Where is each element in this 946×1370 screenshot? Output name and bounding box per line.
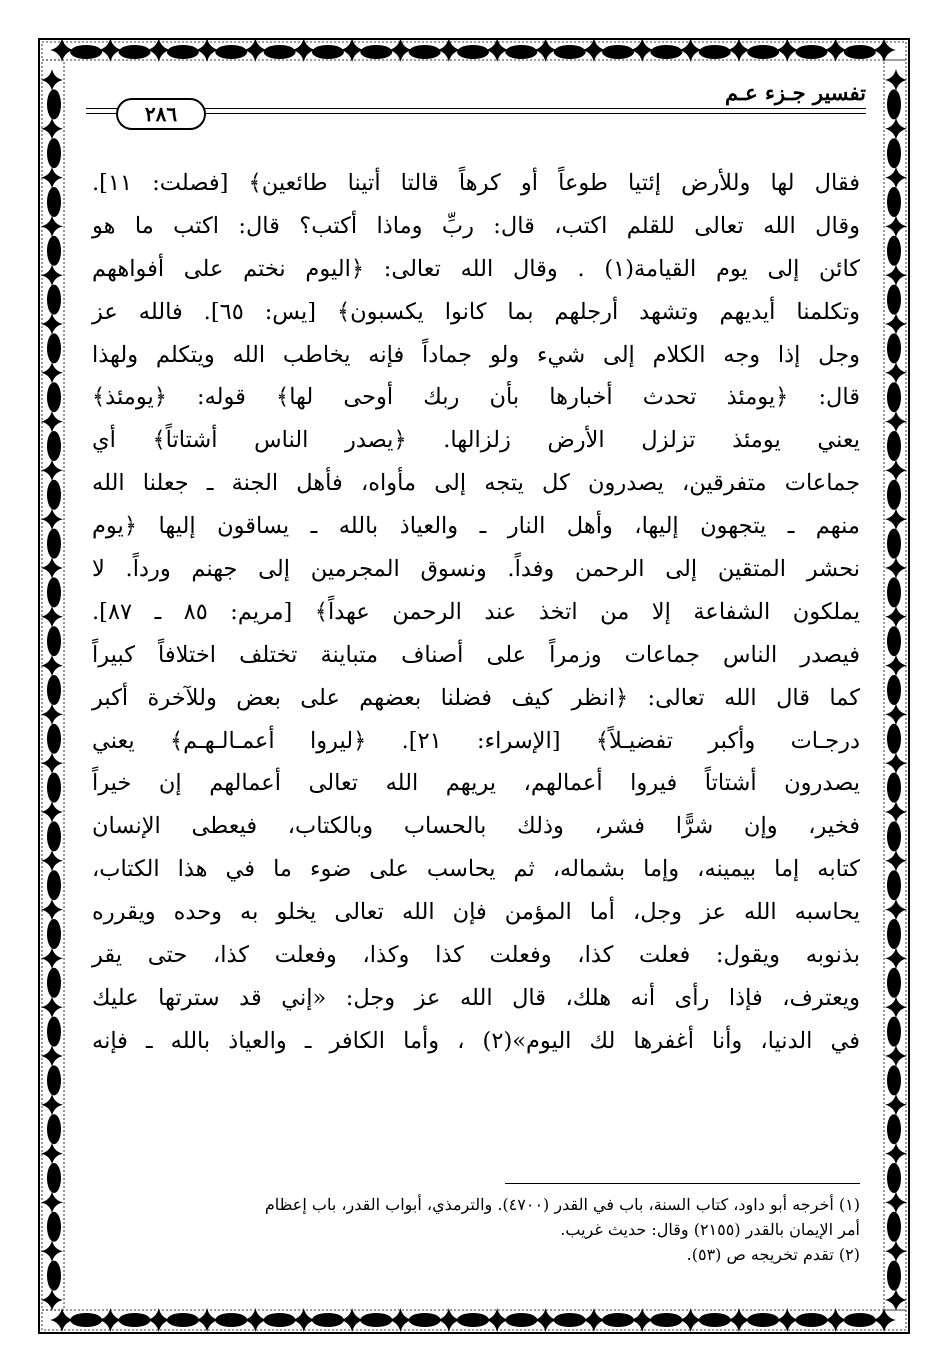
footnote-line: (١) أخرجه أبو داود، كتاب السنة، باب في القدر (٤٧٠٠). والترمذي، أبواب القدر، باب إعظام — [264, 1195, 860, 1214]
page-number: ٢٨٦ — [116, 98, 206, 130]
footnotes — [92, 1192, 860, 1267]
text-line: كما قال الله تعالى: ﴿انظر كيف فضلنا بعضهم على بعض وللآخرة أكبر — [92, 684, 860, 711]
text-line: ويعترف، فإذا رأى أنه هلك، قال الله عز وجل: «إني قد سترتها عليك — [92, 984, 860, 1011]
footnote-separator — [505, 1183, 860, 1184]
text-line: وتكلمنا أيديهم وتشهد أرجلهم بما كانوا يكسبون﴾ [يس: ٦٥]. فالله عز — [92, 298, 860, 325]
text-line: في الدنيا، وأنا أغفرها لك اليوم»(٢) ، وأما الكافر ـ والعياذ بالله ـ فإنه — [92, 1027, 861, 1054]
text-line: يعني يومئذ تزلزل الأرض زلزالها. ﴿يصدر الناس أشتاتاً﴾ أي — [92, 427, 860, 454]
text-line: نحشر المتقين إلى الرحمن وفداً. ونسوق المجرمين إلى جهنم ورداً. لا — [92, 556, 860, 583]
text-line: منهم ـ يتجهون إليها، وأهل النار ـ والعياذ بالله ـ يساقون إليها ﴿يوم — [92, 513, 860, 540]
text-line: كائن إلى يوم القيامة(١) . وقال الله تعالى: ﴿اليوم نختم على أفواههم — [92, 255, 861, 282]
main-text — [92, 162, 860, 1063]
text-line: يحاسبه الله عز وجل، أما المؤمن فإن الله تعالى يخلو به وحده ويقرره — [92, 899, 860, 926]
footnote-line: أمر الإيمان بالقدر (٢١٥٥) وقال: حديث غريب. — [560, 1220, 860, 1239]
text-line: قال: ﴿يومئذ تحدث أخبارها بأن ربك أوحى لها﴾ قوله: ﴿يومئذ﴾ — [92, 384, 860, 411]
running-title: تفسير جـزء عـم — [724, 80, 866, 105]
text-line: جماعات متفرقين، يصدرون كل يتجه إلى مأواه، فأهل الجنة ـ جعلنا الله — [92, 470, 860, 497]
page-header — [86, 80, 866, 130]
text-line: درجـات وأكبر تفضيـلاً﴾ [الإسراء: ٢١]. ﴿ليروا أعمـالـهـم﴾ يعني — [92, 727, 861, 754]
text-line: فيصدر الناس جماعات وزمراً على أصناف متباينة تختلف اختلافاً كبيراً — [92, 641, 860, 668]
text-line: بذنوبه ويقول: فعلت كذا، وفعلت كذا وكذا، وفعلت كذا، حتى يقر — [92, 942, 860, 969]
text-line: وجل إذا وجه الكلام إلى شيء ولو جماداً فإنه يخاطب الله ويتكلم ولهذا — [92, 341, 860, 368]
footnote-line: (٢) تقدم تخريجه ص (٥٣). — [686, 1245, 860, 1264]
text-line: وقال الله تعالى للقلم اكتب، قال: ربِّ وماذا أكتب؟ قال: اكتب ما هو — [92, 212, 860, 239]
text-line: فخير، وإن شرًّا فشر، وذلك بالحساب وبالكتاب، فيعطى الإنسان — [92, 813, 860, 840]
text-line: كتابه إما بيمينه، وإما بشماله، ثم يحاسب على ضوء ما في هذا الكتاب، — [92, 856, 860, 883]
text-line: يصدرون أشتاتاً فيروا أعمالهم، يريهم الله تعالى أعمالهم إن خيراً — [92, 770, 860, 797]
text-line: يملكون الشفاعة إلا من اتخذ عند الرحمن عهداً﴾ [مريم: ٨٥ ـ ٨٧]. — [92, 598, 860, 625]
text-line: فقال لها وللأرض إئتيا طوعاً أو كرهاً قالتا أتينا طائعين﴾ [فصلت: ١١]. — [92, 170, 860, 196]
